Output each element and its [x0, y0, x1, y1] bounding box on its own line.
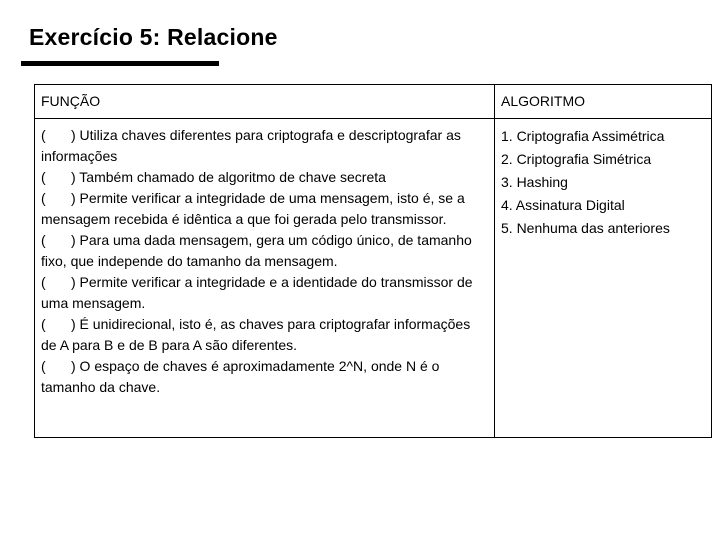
header-algoritmo: ALGORITMO	[495, 85, 712, 119]
funcao-text: ) Para uma dada mensagem, gera um código único, de tamanho fixo, que independe do tamanho da mensagem.	[41, 232, 472, 269]
funcao-text: ) Também chamado de algoritmo de chave secreta	[71, 169, 386, 185]
funcao-paren: (	[41, 358, 46, 374]
funcao-item	[41, 167, 488, 188]
algoritmo-item: 3. Hashing	[501, 174, 568, 190]
funcao-item	[41, 314, 488, 356]
funcao-paren: (	[41, 232, 46, 248]
algoritmo-item: 5. Nenhuma das anteriores	[501, 220, 670, 236]
funcao-text: ) Permite verificar a integridade de uma mensagem, isto é, se a mensagem recebida é idêntica a que foi gerada pelo transmissor.	[41, 190, 465, 227]
funcao-text: ) É unidirecional, isto é, as chaves para criptografar informações de A para B e de B para A são diferentes.	[41, 316, 471, 353]
algoritmos-cell	[495, 119, 712, 438]
funcao-text: ) Utiliza chaves diferentes para criptografa e descriptografar as informações	[41, 127, 461, 164]
funcao-paren: (	[41, 316, 46, 332]
funcao-item	[41, 356, 488, 398]
funcao-item	[41, 272, 488, 314]
algoritmo-item: 2. Criptografia Simétrica	[501, 151, 652, 167]
algoritmo-item: 1. Criptografia Assimétrica	[501, 128, 665, 144]
table-header-row	[35, 85, 712, 119]
table-body-row	[35, 119, 712, 438]
funcao-item	[41, 188, 488, 230]
funcao-item	[41, 125, 488, 167]
funcao-paren: (	[41, 127, 46, 143]
funcao-paren: (	[41, 169, 46, 185]
slide-title: Exercício 5: Relacione	[29, 24, 278, 50]
funcao-text: ) Permite verificar a integridade e a identidade do transmissor de uma mensagem.	[41, 274, 473, 311]
funcoes-cell	[35, 119, 495, 438]
header-funcao: FUNÇÃO	[35, 85, 495, 119]
title-underline	[21, 61, 219, 66]
matching-table	[34, 84, 712, 438]
funcao-text: ) O espaço de chaves é aproximadamente 2^N, onde N é o tamanho da chave.	[41, 358, 440, 395]
funcao-item	[41, 230, 488, 272]
algoritmo-item: 4. Assinatura Digital	[501, 197, 625, 213]
funcao-paren: (	[41, 274, 46, 290]
funcao-paren: (	[41, 190, 46, 206]
